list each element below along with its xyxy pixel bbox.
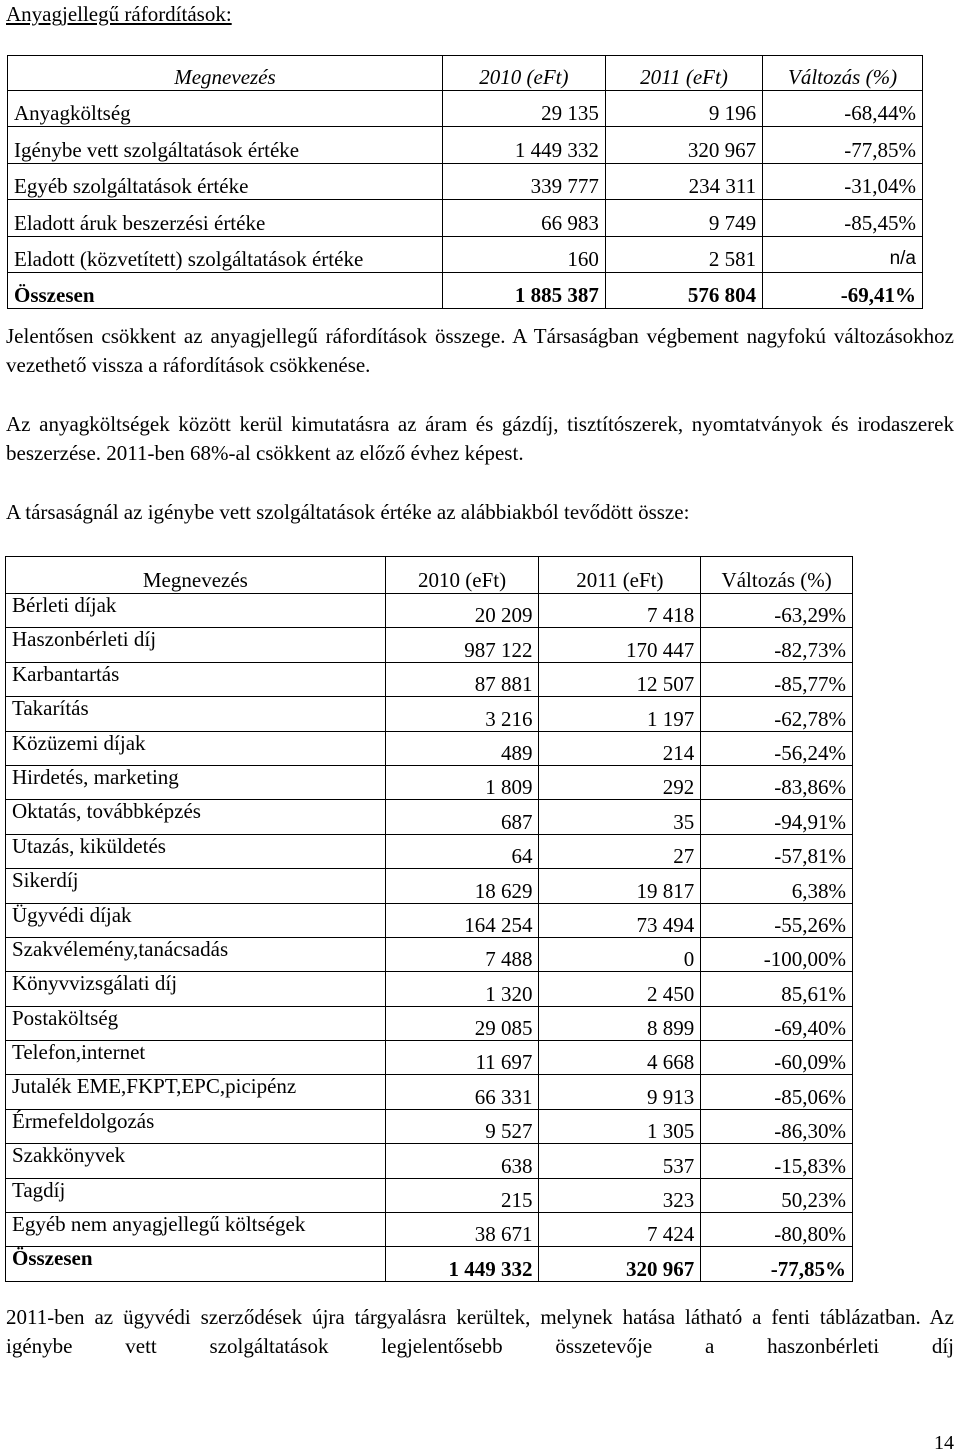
table-cell: Telefon,internet (6, 1041, 386, 1075)
table-cell: Egyéb szolgáltatások értéke (8, 163, 443, 199)
table-cell: 2010 (eFt) (442, 56, 605, 91)
table-row (6, 1178, 853, 1212)
table-cell: Tagdíj (6, 1178, 386, 1212)
table-cell: -69,41% (763, 272, 923, 308)
table-cell: Sikerdíj (6, 869, 386, 903)
table-row (6, 1144, 853, 1178)
table-cell: Bérleti díjak (6, 594, 386, 628)
table-cell: Hirdetés, marketing (6, 765, 386, 799)
services-breakdown-table (5, 556, 853, 1282)
table-cell: -68,44% (763, 91, 923, 127)
table-row (6, 594, 853, 628)
table-cell: -60,09% (701, 1041, 853, 1075)
table-cell: 4 668 (539, 1041, 701, 1075)
table-cell: -82,73% (701, 628, 853, 662)
table-cell: 2011 (eFt) (539, 557, 701, 594)
table-cell: 164 254 (385, 903, 539, 937)
table-row (6, 972, 853, 1006)
table-total-row (8, 272, 923, 308)
table-cell: 576 804 (605, 272, 762, 308)
table-cell: -31,04% (763, 163, 923, 199)
table-cell: -85,45% (763, 200, 923, 236)
table-cell: 292 (539, 765, 701, 799)
table-cell: 1 809 (385, 765, 539, 799)
table-row (6, 662, 853, 696)
table-cell: 170 447 (539, 628, 701, 662)
section-heading: Anyagjellegű ráfordítások: (6, 2, 232, 26)
table-cell: 987 122 (385, 628, 539, 662)
table-cell: 1 885 387 (442, 272, 605, 308)
table-cell: Karbantartás (6, 662, 386, 696)
table-row (6, 834, 853, 868)
table-cell: -100,00% (701, 937, 853, 971)
table-cell: 8 899 (539, 1006, 701, 1040)
table-cell: 687 (385, 800, 539, 834)
paragraph-decrease: Jelentősen csökkent az anyagjellegű ráfordítások összege. A Társaságban végbement nagyfokú változásokhoz vezethető vissza a ráfordítások csökkenése. (6, 324, 954, 377)
table-cell: 85,61% (701, 972, 853, 1006)
table-cell: 2010 (eFt) (385, 557, 539, 594)
table-cell: -63,29% (701, 594, 853, 628)
table-cell: Takarítás (6, 697, 386, 731)
table-cell: -15,83% (701, 1144, 853, 1178)
table-cell: -56,24% (701, 731, 853, 765)
table-cell: 3 216 (385, 697, 539, 731)
table-cell: 2011 (eFt) (605, 56, 762, 91)
table-row (8, 236, 923, 272)
table-cell: 38 671 (385, 1213, 539, 1247)
table-cell: 7 424 (539, 1213, 701, 1247)
table-row (6, 765, 853, 799)
table-header-row (8, 56, 923, 91)
table-row (6, 903, 853, 937)
table-cell: Közüzemi díjak (6, 731, 386, 765)
table-cell: 73 494 (539, 903, 701, 937)
table-row (6, 1006, 853, 1040)
table-cell: -77,85% (763, 127, 923, 163)
table-cell: -57,81% (701, 834, 853, 868)
table-row (8, 91, 923, 127)
table-cell: 20 209 (385, 594, 539, 628)
table-cell: Postaköltség (6, 1006, 386, 1040)
table-cell: 29 135 (442, 91, 605, 127)
table-cell: 18 629 (385, 869, 539, 903)
table-cell: 9 913 (539, 1075, 701, 1109)
paragraph-material-costs: Az anyagköltségek között kerül kimutatásra az áram és gázdíj, tisztítószerek, nyomtatványok és irodaszerek beszerzése. 2011-ben 68%-al csökkent az előző évhez képest. (6, 412, 954, 465)
table-cell: Megnevezés (6, 557, 386, 594)
table-row (6, 937, 853, 971)
table-cell: 537 (539, 1144, 701, 1178)
table-cell: -85,77% (701, 662, 853, 696)
table-cell: Eladott (közvetített) szolgáltatások értéke (8, 236, 443, 272)
table-cell: Eladott áruk beszerzési értéke (8, 200, 443, 236)
table-cell: -86,30% (701, 1109, 853, 1143)
table-cell: 214 (539, 731, 701, 765)
table-cell: 9 196 (605, 91, 762, 127)
table-cell: 215 (385, 1178, 539, 1212)
table-cell: 7 418 (539, 594, 701, 628)
table-cell: Egyéb nem anyagjellegű költségek (6, 1213, 386, 1247)
table-cell: 9 749 (605, 200, 762, 236)
table-row (6, 1109, 853, 1143)
table-cell: -69,40% (701, 1006, 853, 1040)
table-cell: 9 527 (385, 1109, 539, 1143)
table-cell: 489 (385, 731, 539, 765)
table-cell: 7 488 (385, 937, 539, 971)
table-cell: 234 311 (605, 163, 762, 199)
table-cell: -85,06% (701, 1075, 853, 1109)
table-cell: 1 305 (539, 1109, 701, 1143)
table-cell: Könyvvizsgálati díj (6, 972, 386, 1006)
table-cell: 11 697 (385, 1041, 539, 1075)
table-cell: 638 (385, 1144, 539, 1178)
table-cell: 1 449 332 (442, 127, 605, 163)
table-cell: 160 (442, 236, 605, 272)
table-cell: Jutalék EME,FKPT,EPC,picipénz (6, 1075, 386, 1109)
table-cell: 323 (539, 1178, 701, 1212)
table-cell: Anyagköltség (8, 91, 443, 127)
table-cell: 35 (539, 800, 701, 834)
table-cell: 0 (539, 937, 701, 971)
table-cell: 66 983 (442, 200, 605, 236)
table-cell: Összesen (6, 1247, 386, 1281)
table-row (6, 869, 853, 903)
table-cell: -55,26% (701, 903, 853, 937)
table-cell: 1 449 332 (385, 1247, 539, 1281)
table-cell: Összesen (8, 272, 443, 308)
table-cell: 66 331 (385, 1075, 539, 1109)
table-cell: Szakkönyvek (6, 1144, 386, 1178)
table-cell: 320 967 (605, 127, 762, 163)
table-cell: Szakvélemény,tanácsadás (6, 937, 386, 971)
table-cell: 87 881 (385, 662, 539, 696)
table-cell: n/a (763, 236, 923, 272)
table-cell: 27 (539, 834, 701, 868)
table-cell: Utazás, kiküldetés (6, 834, 386, 868)
table-cell: Érmefeldolgozás (6, 1109, 386, 1143)
table-row (6, 1213, 853, 1247)
table-cell: -83,86% (701, 765, 853, 799)
table-row (6, 731, 853, 765)
table-cell: Változás (%) (763, 56, 923, 91)
table-cell: 19 817 (539, 869, 701, 903)
table-cell: 12 507 (539, 662, 701, 696)
table-cell: 1 320 (385, 972, 539, 1006)
table-cell: 1 197 (539, 697, 701, 731)
table-cell: 320 967 (539, 1247, 701, 1281)
table-row (8, 163, 923, 199)
page-number: 14 (934, 1432, 954, 1454)
table-total-row (6, 1247, 853, 1281)
table-cell: 6,38% (701, 869, 853, 903)
table-header-row (6, 557, 853, 594)
table-cell: 2 450 (539, 972, 701, 1006)
table-cell: Változás (%) (701, 557, 853, 594)
table-row (8, 127, 923, 163)
material-expenses-table (7, 55, 923, 309)
table-cell: -77,85% (701, 1247, 853, 1281)
paragraph-services-intro: A társaságnál az igénybe vett szolgáltatások értéke az alábbiakból tevődött össze: (6, 500, 690, 524)
table-cell: Igénybe vett szolgáltatások értéke (8, 127, 443, 163)
table-row (6, 1041, 853, 1075)
table-cell: 29 085 (385, 1006, 539, 1040)
table-cell: -80,80% (701, 1213, 853, 1247)
table-row (6, 697, 853, 731)
table-row (6, 1075, 853, 1109)
table-row (6, 628, 853, 662)
table-cell: -94,91% (701, 800, 853, 834)
table-cell: 339 777 (442, 163, 605, 199)
table-cell: Megnevezés (8, 56, 443, 91)
table-cell: Haszonbérleti díj (6, 628, 386, 662)
table-cell: Ügyvédi díjak (6, 903, 386, 937)
table-cell: Oktatás, továbbképzés (6, 800, 386, 834)
table-cell: 2 581 (605, 236, 762, 272)
table-cell: 50,23% (701, 1178, 853, 1212)
table-row (6, 800, 853, 834)
table-row (8, 200, 923, 236)
paragraph-lawyer-contracts: 2011-ben az ügyvédi szerződések újra tárgyalásra kerültek, melynek hatása látható a fenti táblázatban. Az igénybe vett szolgáltatások legjelentősebb összetevője a haszonbérleti díj (6, 1305, 954, 1358)
table-cell: 64 (385, 834, 539, 868)
table-cell: -62,78% (701, 697, 853, 731)
